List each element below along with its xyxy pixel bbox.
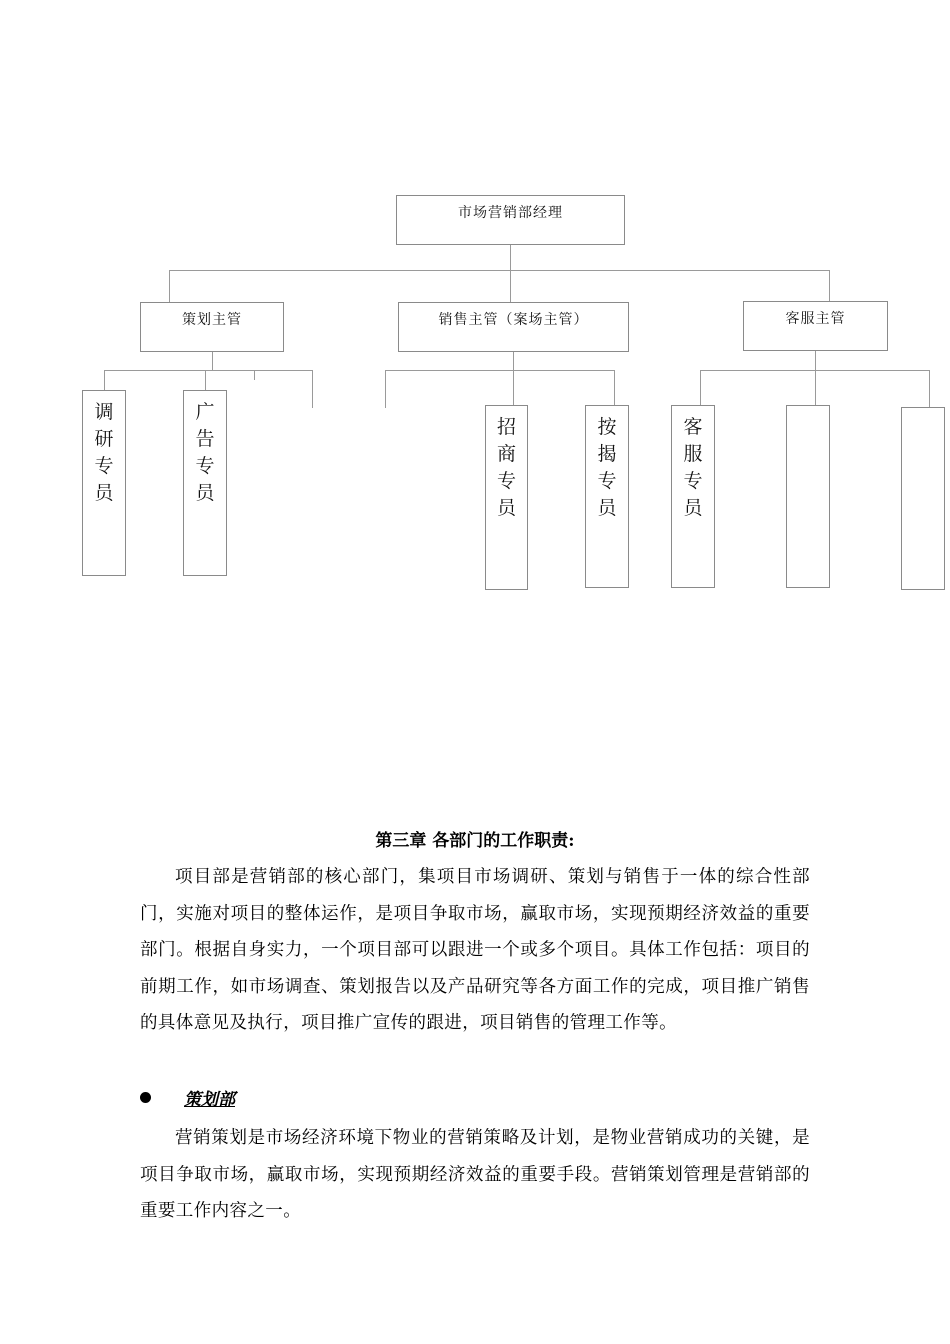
org-node-investment-staff: [485, 405, 528, 590]
connector-line: [169, 270, 170, 302]
bullet-icon: [140, 1092, 151, 1103]
connector-line: [614, 370, 615, 405]
connector-line: [510, 244, 511, 270]
org-node-service-supervisor: [743, 301, 888, 351]
connector-line: [104, 370, 105, 390]
connector-line: [212, 351, 213, 370]
org-node-manager: [396, 195, 625, 245]
org-node-label: 客服专员: [683, 416, 703, 519]
connector-line: [312, 370, 313, 408]
org-node-empty: [901, 407, 945, 590]
org-node-advertising-staff: [183, 390, 227, 576]
connector-line: [929, 370, 930, 407]
connector-line: [513, 351, 514, 370]
org-node-label: 市场营销部经理: [458, 205, 563, 221]
org-node-customer-service-staff: [671, 405, 715, 588]
connector-line: [169, 270, 830, 271]
section-heading: 策划部: [184, 1090, 235, 1110]
connector-line: [254, 370, 255, 380]
org-node-sales-supervisor: [398, 302, 629, 352]
org-node-label: 广告专员: [195, 401, 215, 504]
org-node-label: 客服主管: [785, 311, 846, 327]
connector-line: [205, 370, 206, 390]
connector-line: [510, 270, 511, 302]
org-node-research-staff: [82, 390, 126, 576]
org-node-empty: [786, 405, 830, 588]
org-node-planning-supervisor: [140, 302, 284, 352]
connector-line: [815, 350, 816, 370]
intro-paragraph: 项目部是营销部的核心部门，集项目市场调研、策划与销售于一体的综合性部门，实施对项目的整体运作，是项目争取市场，赢取市场，实现预期经济效益的重要部门。根据自身实力，一个项目部可以跟进一个或多个项目。具体工作包括：项目的前期工作，如市场调查、策划报告以及产品研究等各方面工作的完成，项目推广销售的具体意见及执行，项目推广宣传的跟进，项目销售的管理工作等。: [140, 867, 810, 1033]
connector-line: [700, 370, 701, 405]
org-node-label: 销售主管（案场主管）: [438, 312, 589, 328]
connector-line: [513, 370, 514, 405]
connector-line: [385, 370, 615, 371]
org-node-label: 策划主管: [182, 312, 242, 328]
section-paragraph: 营销策划是市场经济环境下物业的营销策略及计划，是物业营销成功的关键，是项目争取市场，赢取市场，实现预期经济效益的重要手段。营销策划管理是营销部的重要工作内容之一。: [140, 1128, 810, 1221]
org-node-label: 调研专员: [94, 401, 114, 504]
chapter-title: 第三章 各部门的工作职责:: [375, 831, 575, 851]
org-node-mortgage-staff: [585, 405, 629, 588]
connector-line: [104, 370, 313, 371]
connector-line: [385, 370, 386, 408]
connector-line: [815, 370, 816, 405]
org-node-label: 按揭专员: [597, 416, 617, 519]
connector-line: [829, 270, 830, 301]
org-node-label: 招商专员: [496, 416, 516, 519]
